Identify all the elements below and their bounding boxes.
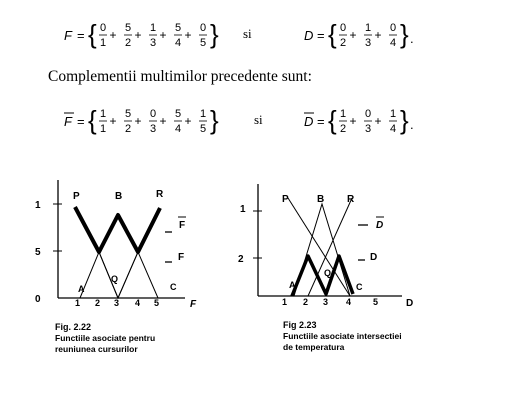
set-F-num-4: 0 xyxy=(199,22,207,34)
set-D-complement-equation xyxy=(302,104,432,140)
set-D-num-2: 0 xyxy=(389,22,397,34)
set-F-den-1: 2 xyxy=(124,37,132,49)
set-D-den-0: 2 xyxy=(339,37,347,49)
set-F-plus-3: + xyxy=(184,28,192,42)
x-tick-3: 3 xyxy=(114,298,120,308)
set-D-open-brace: { xyxy=(328,19,337,49)
label-C: C xyxy=(356,282,363,292)
label-A: A xyxy=(78,284,85,294)
set-F-complement-den-3: 4 xyxy=(174,123,182,135)
x-tick-1: 1 xyxy=(75,298,81,308)
label-D: D xyxy=(370,252,378,263)
set-D-close-brace: } xyxy=(400,19,409,49)
figure-2-23-caption xyxy=(283,320,402,353)
figure-2-23-number: Fig 2.23 xyxy=(283,320,317,330)
y-tick-2: 2 xyxy=(238,254,244,265)
set-F-complement-num-2: 0 xyxy=(149,108,157,120)
set-F-name: F xyxy=(64,28,72,43)
set-D-complement-den-1: 3 xyxy=(364,123,372,135)
set-F-den-3: 4 xyxy=(174,37,182,49)
set-D-complement-plus-1: + xyxy=(374,114,382,128)
set-F-complement-num-0: 1 xyxy=(99,108,107,120)
label-R: R xyxy=(347,194,355,205)
set-F-complement-close-brace: } xyxy=(210,105,219,135)
set-D-plus-0: + xyxy=(349,28,357,42)
set-D-period: . xyxy=(410,31,414,46)
set-F-open-brace: { xyxy=(88,19,97,49)
heading-complements: Complementii multimilor precedente sunt: xyxy=(48,68,312,85)
set-F-complement-num-1: 5 xyxy=(124,108,132,120)
union-curve xyxy=(75,207,160,252)
figure-2-22-number: Fig. 2.22 xyxy=(55,322,92,332)
x-tick-4: 4 xyxy=(135,298,141,308)
y-tick-0: 0 xyxy=(35,294,41,305)
figure-2-23-caption-line-2: de temperatura xyxy=(283,342,345,352)
set-F-complement-plus-0: + xyxy=(109,114,117,128)
label-F: F xyxy=(178,252,185,263)
set-F-complement-den-0: 1 xyxy=(99,123,107,135)
x-axis-label: D xyxy=(406,298,414,309)
set-F-definition xyxy=(62,18,232,59)
set-F-num-1: 5 xyxy=(124,22,132,34)
figure-2-22-caption-line-1: Functiile asociate pentru xyxy=(55,333,156,343)
label-D-complement: D xyxy=(376,220,384,231)
set-D-name: D xyxy=(304,28,314,43)
set-D-complement-num-1: 0 xyxy=(364,108,372,120)
membership-Q xyxy=(99,252,138,298)
figure-2-22-caption xyxy=(55,322,155,355)
x-tick-5: 5 xyxy=(154,298,160,308)
label-Q: Q xyxy=(324,268,332,278)
label-P: P xyxy=(73,191,80,202)
set-D-equation xyxy=(302,18,432,54)
label-F-complement: F xyxy=(179,220,186,231)
set-D-equals: = xyxy=(317,28,325,43)
x-tick-3: 3 xyxy=(323,297,329,307)
conjunction-si-2: si xyxy=(254,112,263,127)
x-axis-label: F xyxy=(190,299,197,310)
set-F-complement-den-4: 5 xyxy=(199,123,207,135)
x-tick-4: 4 xyxy=(346,297,352,307)
x-tick-1: 1 xyxy=(282,297,288,307)
figure-2-22-plot xyxy=(20,180,220,315)
set-D-complement-equals: = xyxy=(317,114,325,129)
set-F-plus-0: + xyxy=(109,28,117,42)
label-A: A xyxy=(289,280,296,290)
set-F-complement-equation xyxy=(62,104,232,140)
set-F-complement-den-1: 2 xyxy=(124,123,132,135)
set-D-complement-open-brace: { xyxy=(328,105,337,135)
set-F-equation xyxy=(62,18,232,54)
label-P: P xyxy=(282,194,289,205)
set-F-num-3: 5 xyxy=(174,22,182,34)
set-D-complement-definition xyxy=(302,104,432,145)
set-F-complement-plus-2: + xyxy=(159,114,167,128)
set-F-complement-open-brace: { xyxy=(88,105,97,135)
set-F-complement-plus-3: + xyxy=(184,114,192,128)
set-F-num-2: 1 xyxy=(149,22,157,34)
conjunction-si: si xyxy=(243,26,252,41)
set-F-den-4: 5 xyxy=(199,37,207,49)
set-F-den-0: 1 xyxy=(99,37,107,49)
set-D-den-1: 3 xyxy=(364,37,372,49)
set-F-den-2: 3 xyxy=(149,37,157,49)
x-tick-5: 5 xyxy=(373,297,379,307)
figure-2-23-caption-line-1: Functiile asociate intersectiei xyxy=(283,331,402,341)
set-F-close-brace: } xyxy=(210,19,219,49)
set-D-num-1: 1 xyxy=(364,22,372,34)
figure-2-23-plot xyxy=(230,176,430,311)
label-Q: Q xyxy=(111,274,119,284)
membership-C xyxy=(118,252,158,298)
set-D-complement-num-0: 1 xyxy=(339,108,347,120)
set-D-complement-num-2: 1 xyxy=(389,108,397,120)
figure-2-22-caption-line-2: reuniunea cursurilor xyxy=(55,344,138,354)
set-F-complement-equals: = xyxy=(77,114,85,129)
set-D-complement-plus-0: + xyxy=(349,114,357,128)
set-D-den-2: 4 xyxy=(389,37,397,49)
set-D-complement-name: D xyxy=(304,114,314,129)
x-tick-2: 2 xyxy=(95,298,101,308)
set-D-num-0: 0 xyxy=(339,22,347,34)
label-R: R xyxy=(156,189,164,200)
set-F-complement-num-3: 5 xyxy=(174,108,182,120)
set-D-complement-period: . xyxy=(410,117,414,132)
set-D-complement-den-2: 4 xyxy=(389,123,397,135)
set-F-complement-plus-1: + xyxy=(134,114,142,128)
set-F-complement-definition xyxy=(62,104,232,145)
set-D-definition xyxy=(302,18,432,59)
set-F-complement-num-4: 1 xyxy=(199,108,207,120)
set-D-complement-den-0: 2 xyxy=(339,123,347,135)
set-F-num-0: 0 xyxy=(99,22,107,34)
label-B: B xyxy=(317,194,325,205)
set-F-equals: = xyxy=(77,28,85,43)
label-C: C xyxy=(170,282,177,292)
y-tick-5: 5 xyxy=(35,247,41,258)
label-B: B xyxy=(115,191,123,202)
set-F-complement-den-2: 3 xyxy=(149,123,157,135)
set-F-complement-name: F xyxy=(64,114,72,129)
set-F-plus-1: + xyxy=(134,28,142,42)
x-tick-2: 2 xyxy=(303,297,309,307)
set-D-plus-1: + xyxy=(374,28,382,42)
set-D-complement-close-brace: } xyxy=(400,105,409,135)
y-tick-1: 1 xyxy=(240,204,246,215)
y-tick-1: 1 xyxy=(35,200,41,211)
set-F-plus-2: + xyxy=(159,28,167,42)
